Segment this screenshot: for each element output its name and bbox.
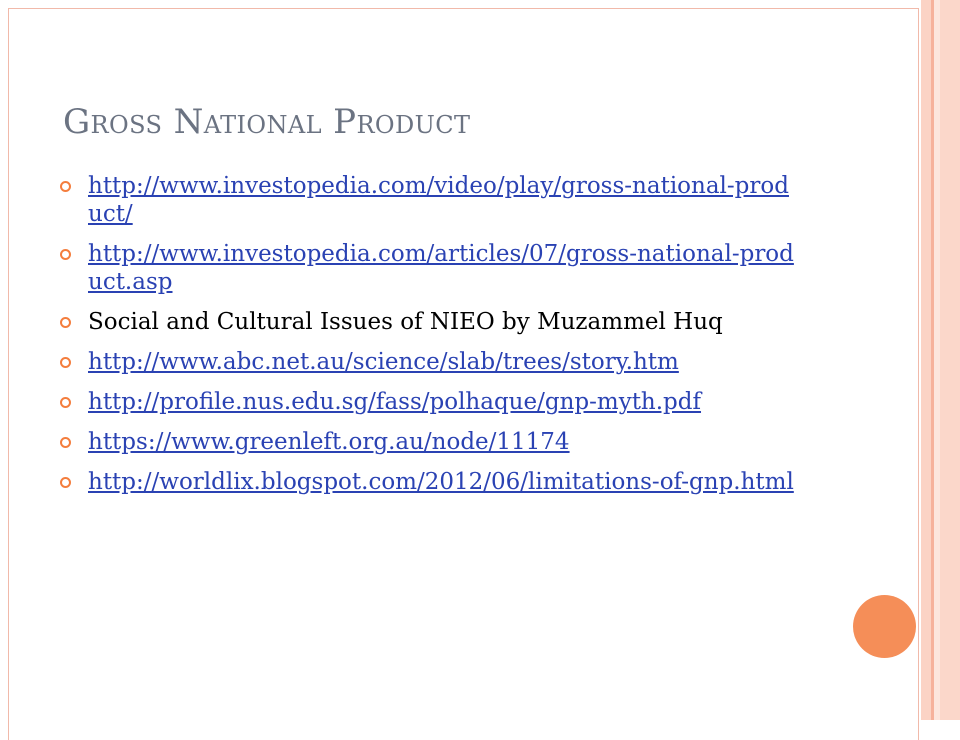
- reference-list: [60, 172, 800, 508]
- slide-title: Gross National Product: [63, 102, 471, 142]
- list-item: [60, 308, 800, 336]
- list-item: [60, 172, 800, 228]
- reference-link[interactable]: http://www.investopedia.com/articles/07/gross-national-product.asp: [88, 241, 794, 295]
- bullet-circle-icon: [60, 317, 71, 328]
- accent-circle: [853, 595, 916, 658]
- reference-link[interactable]: http://www.investopedia.com/video/play/gross-national-product/: [88, 173, 789, 227]
- list-item: [60, 240, 800, 296]
- bullet-circle-icon: [60, 181, 71, 192]
- bullet-circle-icon: [60, 249, 71, 260]
- list-item: [60, 428, 800, 456]
- list-item: [60, 388, 800, 416]
- decorative-stripe: [940, 0, 960, 720]
- reference-link[interactable]: http://worldlix.blogspot.com/2012/06/limitations-of-gnp.html: [88, 469, 794, 495]
- bullet-circle-icon: [60, 477, 71, 488]
- decorative-stripe: [921, 0, 931, 720]
- bullet-circle-icon: [60, 437, 71, 448]
- bullet-circle-icon: [60, 397, 71, 408]
- reference-link[interactable]: http://www.abc.net.au/science/slab/trees/story.htm: [88, 349, 679, 375]
- bullet-circle-icon: [60, 357, 71, 368]
- list-item: [60, 468, 800, 496]
- reference-text: Social and Cultural Issues of NIEO by Muzammel Huq: [88, 309, 723, 335]
- reference-link[interactable]: https://www.greenleft.org.au/node/11174: [88, 429, 570, 455]
- list-item: [60, 348, 800, 376]
- reference-link[interactable]: http://profile.nus.edu.sg/fass/polhaque/gnp-myth.pdf: [88, 389, 702, 415]
